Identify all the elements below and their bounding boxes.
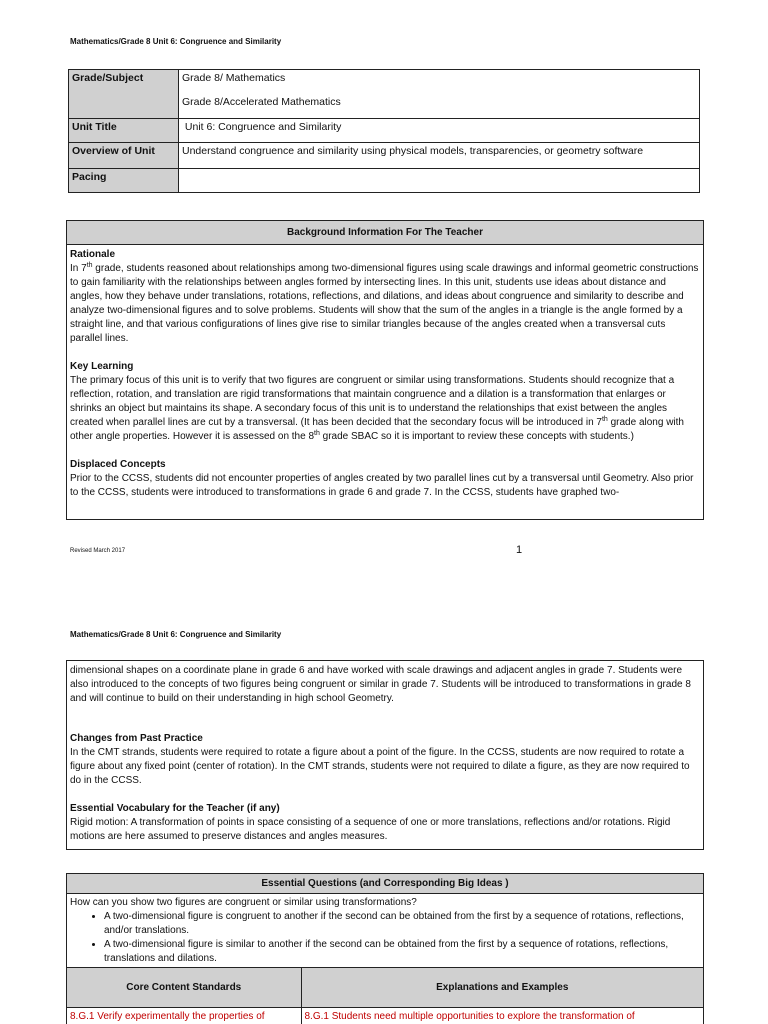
pacing-value (179, 169, 700, 193)
rationale-heading: Rationale (70, 249, 116, 260)
essential-questions-title: Essential Questions (and Corresponding Big Ideas ) (67, 874, 703, 894)
overview-label: Overview of Unit (69, 143, 179, 169)
grade-subject-value (179, 70, 700, 119)
page-number: 1 (516, 544, 523, 556)
essential-questions-box (66, 873, 704, 1024)
big-idea-item: • A two-dimensional figure is similar to another if the second can be obtained from the first by a sequence of rotations, reflections, translations and dilations. (104, 938, 700, 966)
page-header: Mathematics/Grade 8 Unit 6: Congruence and Similarity (70, 630, 282, 639)
big-idea-item: • A two-dimensional figure is congruent to another if the second can be obtained from the first by a sequence of rotations, reflections, and/or translations. (104, 910, 700, 938)
continued-paragraph: dimensional shapes on a coordinate plane in grade 6 and have worked with scale drawings and adjacent angles in grade 7. Students were also introduced to the concepts of two figures being congruent or similar in grade 7. Students will be introduced to transformations in grade 8 and will continue to build on their understanding in high school Geometry. (70, 665, 691, 704)
grade-subject-value-2: Grade 8/Accelerated Mathematics (182, 96, 341, 108)
background-info-box (66, 220, 704, 520)
grade-subject-value-1: Grade 8/ Mathematics (182, 72, 286, 84)
rationale-paragraph: In 7th grade, students reasoned about relationships among two-dimensional figures using scale drawings and informal geometric constructions to gain familiarity with the relationships between angles formed by intersecting lines. In this unit, students use ideas about distance and angles, how they behave under translations, rotations, reflections, and dilations, and ideas about congruence and similarity to describe and analyze two-dimensional figures and to solve problems. Students will show that the sum of the angles in a triangle is the angle formed by a straight line, and that various configurations of lines give rise to similar triangles because of the angles created when a transversal cuts parallel lines. (70, 262, 699, 344)
changes-paragraph: In the CMT strands, students were required to rotate a figure about a point of the figure. In the CCSS, students are now required to rotate a figure about any fixed point (center of rotation). In the CMT strands, students were not required to dilate a figure, as they are now required to do in the CCSS. (70, 747, 690, 786)
col-header-examples: Explanations and Examples (301, 968, 703, 1008)
grade-subject-label: Grade/Subject (69, 70, 179, 119)
standard-cell: 8.G.1 Verify experimentally the properties of (67, 1008, 301, 1024)
vocabulary-heading: Essential Vocabulary for the Teacher (if any) (70, 803, 280, 814)
background-continued-box (66, 660, 704, 850)
overview-value: Understand congruence and similarity using physical models, transparencies, or geometry software (179, 143, 700, 169)
vocabulary-paragraph: Rigid motion: A transformation of points in space consisting of a sequence of one or more translations, reflections and/or rotations. Rigid motions are here assumed to preserve distances and angles measures. (70, 817, 671, 842)
unit-title-value: Unit 6: Congruence and Similarity (179, 119, 700, 143)
page-header: Mathematics/Grade 8 Unit 6: Congruence and Similarity (70, 37, 282, 46)
big-ideas-list (104, 910, 700, 966)
col-header-standards: Core Content Standards (67, 968, 301, 1008)
background-title: Background Information For The Teacher (67, 221, 703, 245)
standards-table (67, 967, 703, 1024)
changes-heading: Changes from Past Practice (70, 733, 203, 744)
essential-question: How can you show two figures are congruent or similar using transformations? (70, 897, 417, 908)
displaced-concepts-heading: Displaced Concepts (70, 459, 166, 470)
displaced-concepts-paragraph: Prior to the CCSS, students did not encounter properties of angles created by two parallel lines cut by a transversal until Geometry. Also prior to the CCSS, students were introduced to transformations in grade 6 and grade 7. In the CCSS, students have graphed two- (70, 473, 694, 498)
unit-title-label: Unit Title (69, 119, 179, 143)
pacing-label: Pacing (69, 169, 179, 193)
example-cell: 8.G.1 Students need multiple opportunities to explore the transformation of (301, 1008, 703, 1024)
key-learning-paragraph: The primary focus of this unit is to verify that two figures are congruent or similar using transformations. Students should recognize that a reflection, rotation, and translation are rigid transformations that maintain congruence and a dilation is a transformation that enlarges or shrinks an object but maintains its shape. A secondary focus of this unit is to understand the relationships that exist between the angles created when parallel lines are cut by a transversal. (It has been decided that the secondary focus will be introduced in 7th grade along with other angle properties. However it is assessed on the 8th grade SBAC so it is important to review these concepts with students.) (70, 375, 684, 442)
key-learning-heading: Key Learning (70, 361, 134, 372)
revision-note: Revised March 2017 (70, 548, 126, 554)
unit-info-table (68, 69, 700, 193)
